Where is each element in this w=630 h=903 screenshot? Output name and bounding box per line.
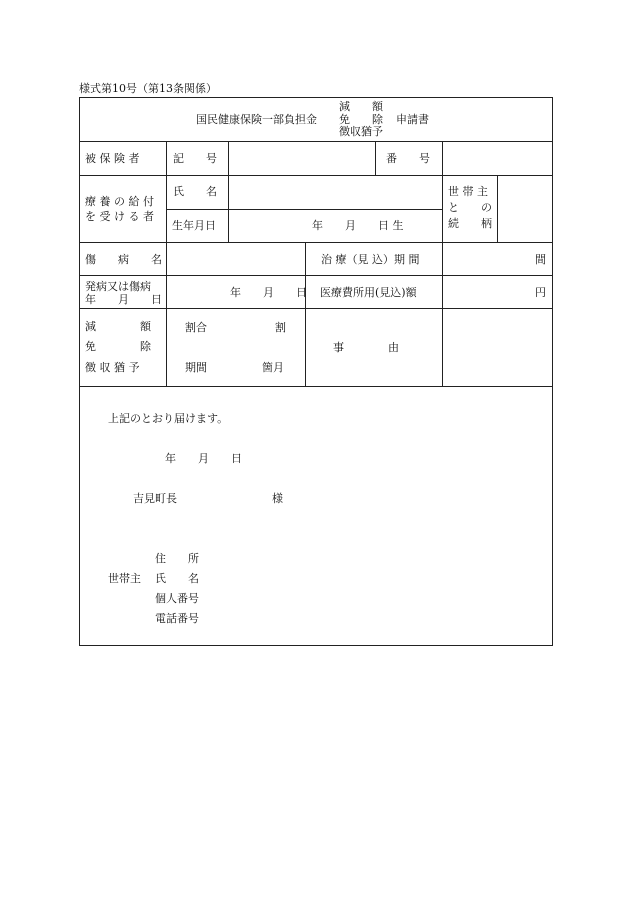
col-305 [305,242,306,386]
title-suffix: 申請書 [396,113,429,126]
title-opt-deferral: 徴収猶予 [339,125,383,138]
rule-2b [166,209,442,210]
label-relation-1: 世 帯 主 [448,185,488,198]
label-applicant-name: 氏 名 [155,572,199,585]
rule-4 [79,275,552,276]
label-head: 世帯主 [108,572,141,585]
period-unit: 間 [535,253,546,266]
title-prefix: 国民健康保険一部負担金 [196,113,317,126]
label-cost: 医療費所用(見込)額 [320,286,417,299]
label-deferral: 徴 収 猶 予 [85,361,140,374]
label-reduction: 減 額 [85,320,151,333]
label-onset-1: 発病又は傷病 [85,280,151,293]
label-ratio: 割合 [185,321,207,334]
ratio-unit: 割 [275,321,286,334]
addressee-mayor: 吉見町長 [133,492,177,505]
rule-3 [79,242,552,243]
label-exemption: 免 除 [85,340,151,353]
frame-left [79,97,80,646]
duration-unit: 箇月 [262,361,284,374]
frame-top [79,97,552,98]
label-name: 氏 名 [173,185,217,198]
declaration-date[interactable]: 年 月 日 [165,452,242,465]
frame-right [552,97,553,646]
label-number: 番 号 [386,152,430,165]
label-personal-no: 個人番号 [155,592,199,605]
field-dob[interactable]: 年 月 日 生 [312,219,404,232]
label-period: 治 療（見 込）期 間 [321,253,420,266]
label-disease: 傷 病 名 [85,253,162,266]
field-onset-date[interactable]: 年 月 日 [230,286,307,299]
title-opt-exemption: 免 除 [339,113,383,126]
label-onset-2: 年 月 日 [85,293,162,306]
frame-bottom [79,645,552,646]
label-phone: 電話番号 [155,612,199,625]
field-symbol[interactable] [229,142,374,174]
field-relation[interactable] [498,176,551,241]
label-recipient-2: を 受 け る 者 [85,210,154,223]
title-opt-reduction: 減 額 [339,100,383,113]
field-reason[interactable] [443,309,551,385]
label-dob: 生年月日 [172,219,216,232]
field-disease[interactable] [167,243,304,274]
field-number[interactable] [443,142,551,174]
field-name[interactable] [229,176,441,208]
col-375 [375,141,376,175]
label-recipient-1: 療 養 の 給 付 [85,195,154,208]
label-duration: 期間 [185,361,207,374]
rule-6 [79,386,552,387]
label-reason: 事 由 [333,341,399,354]
label-address: 住 所 [155,552,199,565]
addressee-sama: 様 [272,492,283,505]
label-insured: 被 保 険 者 [85,152,140,165]
form-number: 様式第10号（第13条関係） [79,82,217,95]
label-symbol: 記 号 [173,152,217,165]
cost-unit: 円 [535,286,546,299]
declaration-text: 上記のとおり届けます。 [108,412,229,425]
label-relation-2: と の [448,201,492,214]
label-relation-3: 続 柄 [448,217,492,230]
